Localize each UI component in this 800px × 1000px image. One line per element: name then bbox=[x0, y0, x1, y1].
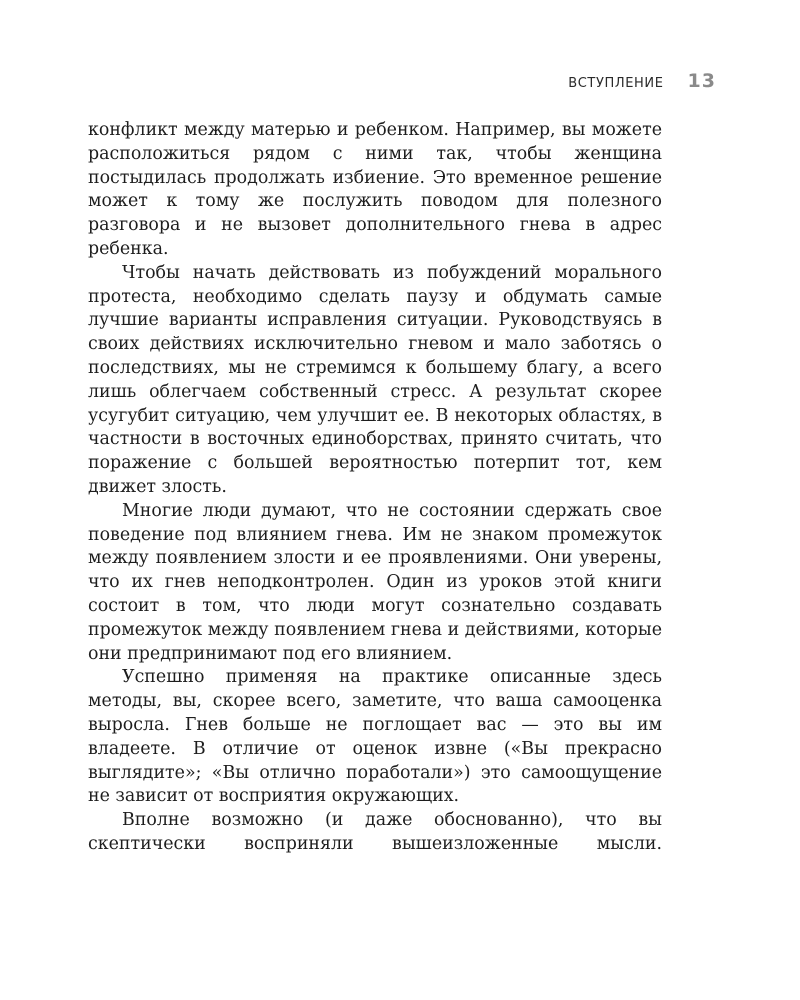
section-title: ВСТУПЛЕНИЕ bbox=[568, 76, 664, 91]
paragraph-3: Многие люди думают, что не состоянии сдержать свое поведение под влиянием гнева. Им не знаком промежуток между появлением злости и ее проявлениями. Они уверены, что их гнев неподконтролен. Один из уроков этой книги состоит в том, что люди могут сознательно создавать промежуток между появлением гнева и действиями, которые они предпринимают под его влиянием. bbox=[88, 500, 662, 664]
paragraph-5: Вполне возможно (и даже обоснованно), что вы скептически восприняли вышеизложенные мысли. bbox=[88, 810, 662, 854]
paragraph-1: конфликт между матерью и ребенком. Например, вы можете расположиться рядом с ними так, чтобы женщина постыдилась продолжать избиение. Это временное решение может к тому же послужить поводом для полезного разговора и не вызовет дополнительного гнева в адрес ребенка. bbox=[88, 120, 662, 259]
running-head bbox=[568, 70, 716, 92]
paragraph-2: Чтобы начать действовать из побуждений морального протеста, необходимо сделать паузу и обдумать самые лучшие варианты исправления ситуации. Руководствуясь в своих действиях исключительно гневом и мало заботясь о последствиях, мы не стремимся к большему благу, а всего лишь облегчаем собственный стресс. А результат скорее усугубит ситуацию, чем улучшит ее. В некоторых областях, в частности в восточных единоборствах, принято считать, что поражение с большей вероятностью потерпит тот, кем движет злость. bbox=[88, 262, 662, 497]
body-text bbox=[88, 119, 662, 857]
page-number: 13 bbox=[687, 70, 716, 92]
paragraph-4: Успешно применяя на практике описанные здесь методы, вы, скорее всего, заметите, что ваша самооценка выросла. Гнев больше не поглощает вас — это вы им владеете. В отличие от оценок извне («Вы прекрасно выглядите»; «Вы отлично поработали») это самоощущение не зависит от восприятия окружающих. bbox=[88, 667, 662, 807]
